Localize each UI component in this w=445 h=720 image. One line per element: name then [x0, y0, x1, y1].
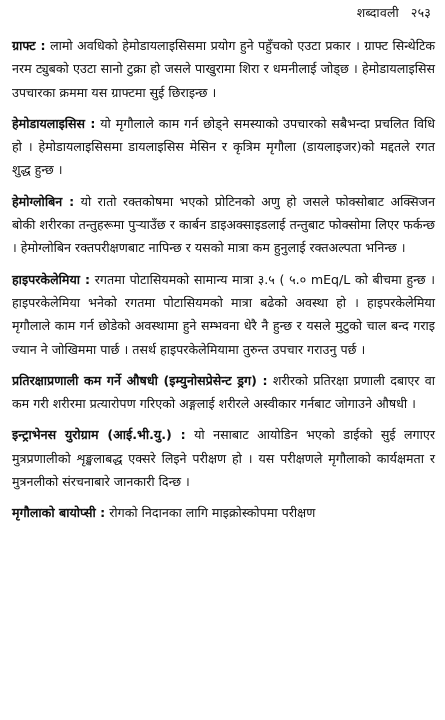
page-header	[357, 4, 431, 21]
entry-term: ग्राफ्ट :	[12, 38, 46, 53]
entry-term: प्रतिरक्षाप्रणाली कम गर्ने औषधी (इम्युनोसप्रेसेन्ट ड्रग) :	[12, 372, 268, 388]
glossary-entry-hemoglobin	[12, 190, 435, 260]
glossary	[12, 34, 435, 533]
entry-definition: लामो अवधिको हेमोडायलाइसिसमा प्रयोग हुने पहुँचको एउटा प्रकार । ग्राफ्ट सिन्थेटिक नरम ट्युबको एउटा सानो टुक्रा हो जसले पाखुरामा शिरा र धमनीलाई जोड्छ । हेमोडायलाइसिस उपचारका क्रममा यस ग्राफ्टमा सुई छिराइन्छ ।	[12, 38, 435, 100]
glossary-entry-immunosuppressant	[12, 369, 435, 416]
glossary-entry-kidney-biopsy	[12, 501, 435, 524]
entry-definition: रोगको निदानका लागि माइक्रोस्कोपमा परीक्षण	[109, 505, 316, 521]
entry-definition: यो नसाबाट आयोडिन भएको डाईको सुई लगाएर मुत्रप्रणालीको शृङ्खलाबद्ध एक्सरे लिइने परीक्षण हो । यस परीक्षणले मृगौलाको कार्यक्षमता र मुत्रनलीको संरचनाबारे जानकारी दिन्छ ।	[12, 427, 435, 490]
entry-term: हेमोग्लोबिन :	[12, 193, 75, 209]
entry-term: हेमोडायलाइसिस :	[12, 115, 96, 131]
entry-definition: शरीरको प्रतिरक्षा प्रणाली दबाएर वा कम गरी शरीरमा प्रत्यारोपण गरिएको अङ्गलाई शरीरले अस्वीकार गर्नबाट जोगाउने औषधी ।	[12, 372, 435, 412]
glossary-entry-ivu	[12, 423, 435, 493]
entry-definition: रगतमा पोटासियमको सामान्य मात्रा ३.५ ( ५.० mEq/L को बीचमा हुन्छ । हाइपरकेलेमिया भनेको रगतमा पोटासियमको मात्रा बढेको अवस्था हो । हाइपरकेलेमिया मृगौलाले काम गर्न छोडेको अवस्थामा हुने सम्भवना धेरै नै हुन्छ र यसले मुटुको चाल बन्द गराइ ज्यान ने जोखिममा पार्छ । तसर्थ हाइपरकेलेमियामा तुरुन्त उपचार गराउनु पर्छ ।	[12, 271, 435, 357]
page-number: २५३	[410, 5, 431, 20]
entry-definition: यो रातो रक्तकोषमा भएको प्रोटिनको अणु हो जसले फोक्सोबाट अक्सिजन बोकी शरीरका तन्तुहरूमा पुऱ्याउँछ र कार्बन डाइअक्साइडलाई तन्तुबाट फोक्सोमा लिएर फर्कन्छ । हेमोग्लोबिन रक्तपरीक्षणबाट नापिन्छ र यसको मात्रा कम हुनुलाई रक्तअल्पता भनिन्छ ।	[12, 193, 436, 256]
glossary-entry-graft	[12, 34, 435, 104]
entry-term: इन्ट्राभेनस युरोग्राम (आई.भी.यु.) :	[12, 427, 186, 443]
glossary-entry-hemodialysis	[12, 112, 435, 182]
entry-term: मृगौलाको बायोप्सी :	[12, 505, 106, 521]
glossary-entry-hyperkalemia	[12, 268, 435, 361]
entry-definition: यो मृगौलाले काम गर्न छोड्ने समस्याको उपचारको सबैभन्दा प्रचलित विधि हो । हेमोडायलाइसिसमा डायलाइसिस मेसिन र कृत्रिम मृगौला (डायलाइजर)को मद्दतले रगत शुद्ध हुन्छ ।	[12, 115, 435, 178]
entry-term: हाइपरकेलेमिया :	[12, 271, 91, 287]
running-title: शब्दावली	[356, 5, 399, 20]
